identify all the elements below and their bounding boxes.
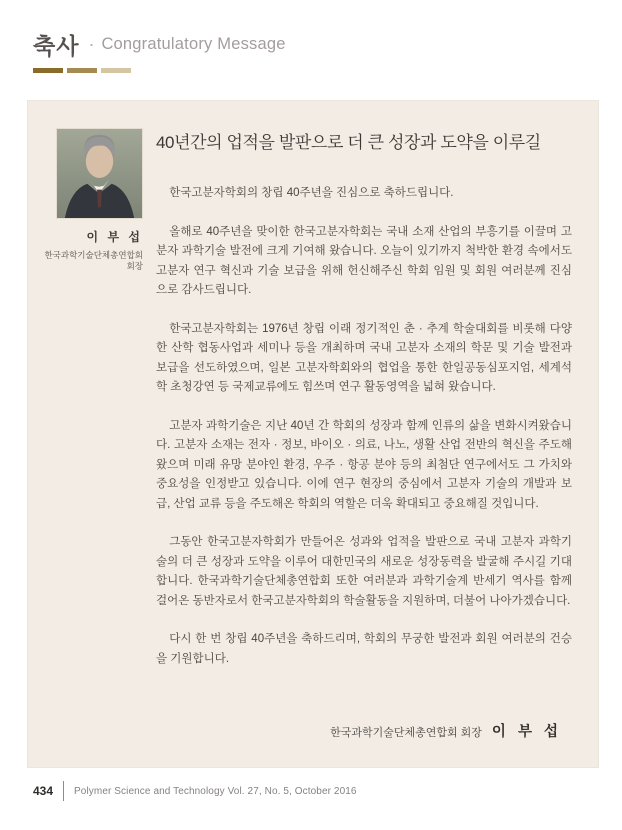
author-name: 이 부 섭	[86, 230, 143, 244]
message-content	[156, 128, 572, 688]
footer-divider	[63, 781, 64, 801]
message-paragraph: 고분자 과학기술은 지난 40년 간 학회의 성장과 함께 인류의 삶을 변화시켜왔습니다. 고분자 소재는 전자 · 정보, 바이오 · 의료, 나노, 생활 산업 전반의 혁신을 주도해 왔으며 미래 유망 분야인 환경, 우주 · 항공 분야 등의 최첨단 연구에서도 그 가치와 중요성을 인정받고 있습니다. 이에 연구 현장의 중심에서 고분자 기술의 개발과 보급, 산업 교류 등을 주도해온 학회의 역할은 더욱 확대되고 중요해질 것입니다.	[156, 419, 572, 510]
page-header	[33, 28, 286, 73]
message-paragraph: 한국고분자학회는 1976년 창립 이래 정기적인 춘 · 추계 학술대회를 비롯해 다양한 산학 협동사업과 세미나 등을 개최하며 국내 고분자 소재의 학문 및 기술 발전과 보급을 선도하였으며, 일본 고분자학회와의 협업을 통한 한일공동심포지엄, 세계석학 초청강연 등 국제교류에도 힘쓰며 연구 활동영역을 넓혀 왔습니다.	[156, 322, 572, 393]
header-title-english: Congratulatory Message	[101, 35, 286, 53]
message-box	[27, 100, 599, 768]
journal-info: Polymer Science and Technology Vol. 27, No. 5, October 2016	[74, 785, 357, 797]
author-affiliation: 한국과학기술단체총연합회	[44, 250, 143, 260]
portrait-photo	[56, 128, 143, 219]
decorative-bar-light	[101, 68, 131, 73]
decorative-bar-medium	[67, 68, 97, 73]
signature-line	[330, 720, 562, 741]
header-title-korean: 축사	[33, 33, 80, 59]
signature-name: 이 부 섭	[491, 724, 562, 740]
header-decorative-bars	[33, 68, 286, 73]
decorative-bar-dark	[33, 68, 63, 73]
page-footer	[33, 781, 357, 801]
signature-affiliation: 한국과학기술단체총연합회 회장	[330, 727, 482, 739]
header-separator-dot: ·	[88, 34, 95, 54]
message-title: 40년간의 업적을 발판으로 더 큰 성장과 도약을 이루길	[156, 133, 541, 152]
message-paragraph: 다시 한 번 창립 40주년을 축하드리며, 학회의 무궁한 발전과 회원 여러분의 건승을 기원합니다.	[156, 633, 572, 665]
author-profile	[42, 128, 143, 272]
author-position: 회장	[126, 261, 143, 271]
message-body	[156, 184, 572, 669]
message-paragraph: 올해로 40주년을 맞이한 한국고분자학회는 국내 소재 산업의 부흥기를 이끌며 고분자 과학기술 발전에 크게 기여해 왔습니다. 오늘이 있기까지 척박한 환경 속에서도 고분자 연구 혁신과 기술 보급을 위해 헌신해주신 학회 임원 및 회원 여러분께 진심으로 감사드립니다.	[156, 225, 572, 296]
message-paragraph: 그동안 한국고분자학회가 만들어온 성과와 업적을 발판으로 국내 고분자 과학기술의 더 큰 성장과 도약을 이루어 대한민국의 새로운 성장동력을 발굴해 주시길 기대합니다. 한국과학기술단체총연합회 또한 여러분과 과학기술계 반세기 역사를 함께 걸어온 동반자로서 한국고분자학회의 학술활동을 지원하며, 더불어 나아가겠습니다.	[156, 536, 572, 607]
page-number: 434	[33, 784, 54, 798]
message-paragraph: 한국고분자학회의 창립 40주년을 진심으로 축하드립니다.	[169, 187, 454, 199]
